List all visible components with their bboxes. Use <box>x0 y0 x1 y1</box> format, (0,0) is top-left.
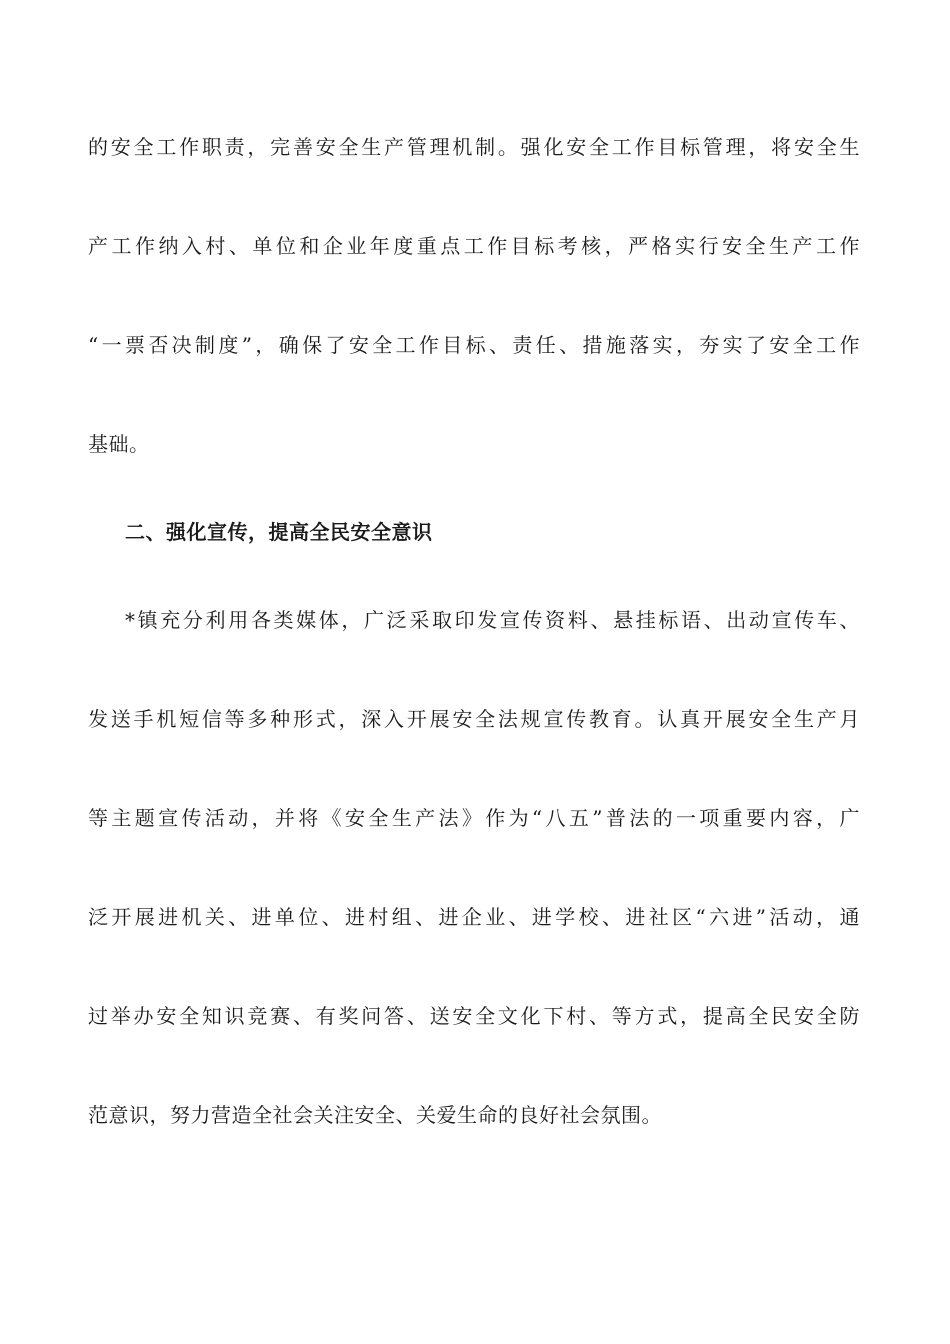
paragraph-2-line-4: 泛开展进机关、进单位、进村组、进企业、进学校、进社区“六进”活动，通 <box>88 905 860 929</box>
paragraph-1-line-4: 基础。 <box>88 432 150 456</box>
paragraph-2-line-2: 发送手机短信等多种形式，深入开展安全法规宣传教育。认真开展安全生产月 <box>88 707 860 731</box>
paragraph-2-line-6: 范意识，努力营造全社会关注安全、关爱生命的良好社会氛围。 <box>88 1103 662 1127</box>
paragraph-2-line-1: *镇充分利用各类媒体，广泛采取印发宣传资料、悬挂标语、出动宣传车、 <box>125 608 860 632</box>
paragraph-2-line-5: 过举办安全知识竞赛、有奖问答、送安全文化下村、等方式，提高全民安全防 <box>88 1004 860 1028</box>
paragraph-1-line-3: “一票否决制度”，确保了安全工作目标、责任、措施落实，夯实了安全工作 <box>88 333 860 357</box>
section-heading: 二、强化宣传，提高全民安全意识 <box>125 520 433 544</box>
paragraph-1-line-2: 产工作纳入村、单位和企业年度重点工作目标考核，严格实行安全生产工作 <box>88 234 860 258</box>
paragraph-1-line-1: 的安全工作职责，完善安全生产管理机制。强化安全工作目标管理，将安全生 <box>88 135 860 159</box>
paragraph-2-line-3: 等主题宣传活动，并将《安全生产法》作为“八五”普法的一项重要内容，广 <box>88 806 860 830</box>
